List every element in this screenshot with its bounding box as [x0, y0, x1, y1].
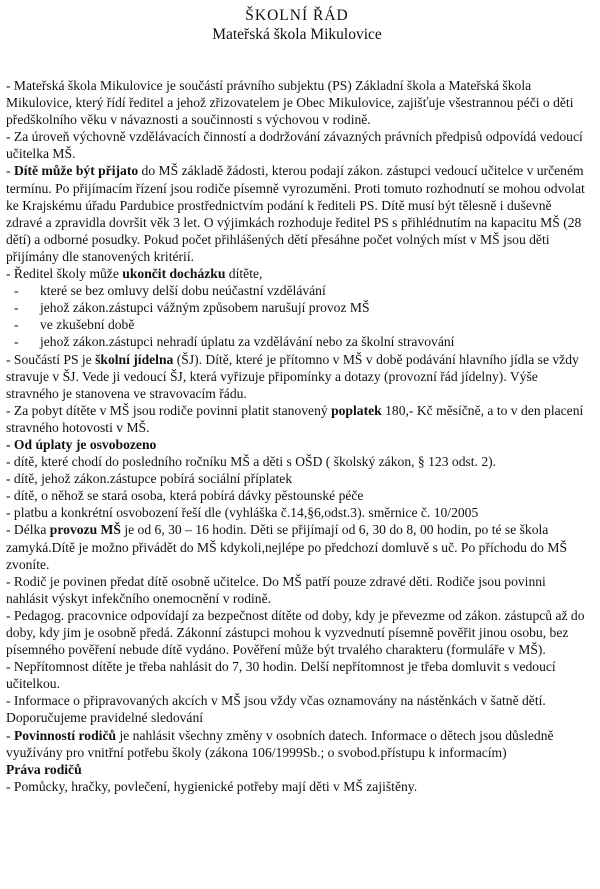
paragraph-parent-rights: - Pomůcky, hračky, povlečení, hygienické potřeby mají děti v MŠ zajištěny.: [6, 778, 418, 794]
document-header: [6, 6, 588, 44]
list-item: - ve zkušební době: [14, 317, 135, 333]
operating-hours-heading: provozu MŠ: [49, 522, 121, 538]
list-item: - dítě, které chodí do posledního ročníku MŠ a děti s OŠD ( školský zákon, § 123 odst. 2).: [6, 454, 497, 470]
page-title: ŠKOLNÍ ŘÁD: [245, 7, 349, 24]
paragraph-handover: - Rodič je povinen předat dítě osobně učitelce. Do MŠ patří pouze zdravé děti. Rodiče jsou povinni nahlásit výskyt infekčního onemocnění v rodině.: [6, 573, 546, 606]
exemption-heading: - Od úplaty je osvobozeno: [6, 436, 157, 452]
admission-heading: Dítě může být přijato: [13, 163, 139, 179]
fee-heading: poplatek: [331, 402, 382, 418]
canteen-heading: školní jídelna: [95, 351, 174, 367]
paragraph-safety: - Pedagog. pracovnice odpovídají za bezpečnost dítěte od doby, kdy je převezme od zákon. zástupců až do doby, kdy jim je osobně předá. Zákonní zástupci mohou k vyzvednutí písemně pověřit jinou osobu, bez písemného pověření nebude dítě vydáno. Pověření může být trvalého charakteru (formuláře v MŠ).: [6, 607, 585, 658]
list-item: - jehož zákon.zástupci nehradí úplatu za vzdělávání nebo za školní stravování: [14, 334, 455, 350]
paragraph-termination: - Ředitel školy může ukončit docházku dítěte,: [6, 266, 263, 282]
list-item: - dítě, o něhož se stará osoba, která pobírá dávky pěstounské péče: [6, 488, 364, 504]
list-item: - jehož zákon.zástupci vážným způsobem narušují provoz MŠ: [14, 300, 370, 316]
paragraph-announcements: - Informace o připravovaných akcích v MŠ jsou vždy včas oznamovány na nástěnkách v šatně dětí. Doporučujeme pravidelné sledování: [6, 693, 546, 726]
paragraph-canteen: - Součástí PS je školní jídelna (ŠJ). Dítě, které je přítomno v MŠ v době podávání hlavního jídla se vždy stravuje v ŠJ. Vede ji vedoucí ŠJ, která vyřizuje připomínky a dotazy (provozní řád jídelny). Výše stravného je stanovena ve stravovacím řádu.: [6, 351, 579, 401]
paragraph-admission: - Dítě může být přijato do MŠ základě žádosti, kterou podají zákon. zástupci vedoucí učitelce v určeném termínu. Po přijímacím řízení jsou rodiče písemně vyrozuměni. Proti tomuto rozhodnutí se mohou odvolat ke Krajskému úřadu Pardubice prostřednictvím podání k řediteli PS. Dítě musí být tělesně i duševně zdravé a zpravidla dovršit věk 3 let. O výjimkách rozhoduje ředitel PS s přihlédnutím na kapacitu MŠ (28 dětí) a odborné posudky. Pokud počet přihlášených dětí přesáhne počet volných míst v MŠ jsou děti přijímány dle stanovených kritérií.: [6, 163, 585, 264]
parent-rights-heading: Práva rodičů: [6, 761, 82, 777]
parent-duties-heading: Povinností rodičů: [13, 727, 117, 743]
termination-heading: ukončit docházku: [122, 266, 226, 282]
paragraph-absence: - Nepřítomnost dítěte je třeba nahlásit do 7, 30 hodin. Delší nepřítomnost je třeba domluvit s vedoucí učitelkou.: [6, 659, 556, 692]
exemption-list: [6, 453, 588, 521]
paragraph-parent-duties: - Povinností rodičů je nahlásit všechny změny v osobních datech. Informace o dětech jsou důsledně využívány pro vnitřní potřebu školy (zákona 106/1999Sb.; o svobod.přístupu k informacím): [6, 727, 554, 760]
page-subtitle: Mateřská škola Mikulovice: [212, 26, 382, 43]
paragraph-fee: - Za pobyt dítěte v MŠ jsou rodiče povinni platit stanovený poplatek 180,- Kč měsíčně, a to v den placení stravného hotovosti v MŠ.: [6, 402, 584, 435]
list-item: - které se bez omluvy delší dobu neúčastní vzdělávání: [14, 283, 326, 299]
list-item: - dítě, jehož zákon.zástupce pobírá sociální příplatek: [6, 471, 293, 487]
termination-list: [6, 282, 588, 350]
paragraph-responsibility: - Za úroveň výchovně vzdělávacích činností a dodržování závazných právních předpisů odpovídá vedoucí učitelka MŠ.: [6, 129, 583, 162]
paragraph-organization: - Mateřská škola Mikulovice je součástí právního subjektu (PS) Základní škola a Mateřská škola Mikulovice, který řídí ředitel a jehož zřizovatelem je Obec Mikulovice, zajišťuje všestrannou péči o děti předškolního věku v návaznosti a součinnosti s výchovou v rodině.: [6, 78, 574, 128]
paragraph-operating-hours: - Délka provozu MŠ je od 6, 30 – 16 hodin. Děti se přijímají od 6, 30 do 8, 00 hodin, po té se škola zamyká.Dítě je možno přivádět do MŠ kdykoli,nejlépe po předchozí domluvě s uč. Po příchodu do MŠ zvoníte.: [6, 522, 568, 572]
list-item: - platbu a konkrétní osvobození řeší dle (vyhláška č.14,§6,odst.3). směrnice č. 10/2005: [6, 505, 479, 521]
